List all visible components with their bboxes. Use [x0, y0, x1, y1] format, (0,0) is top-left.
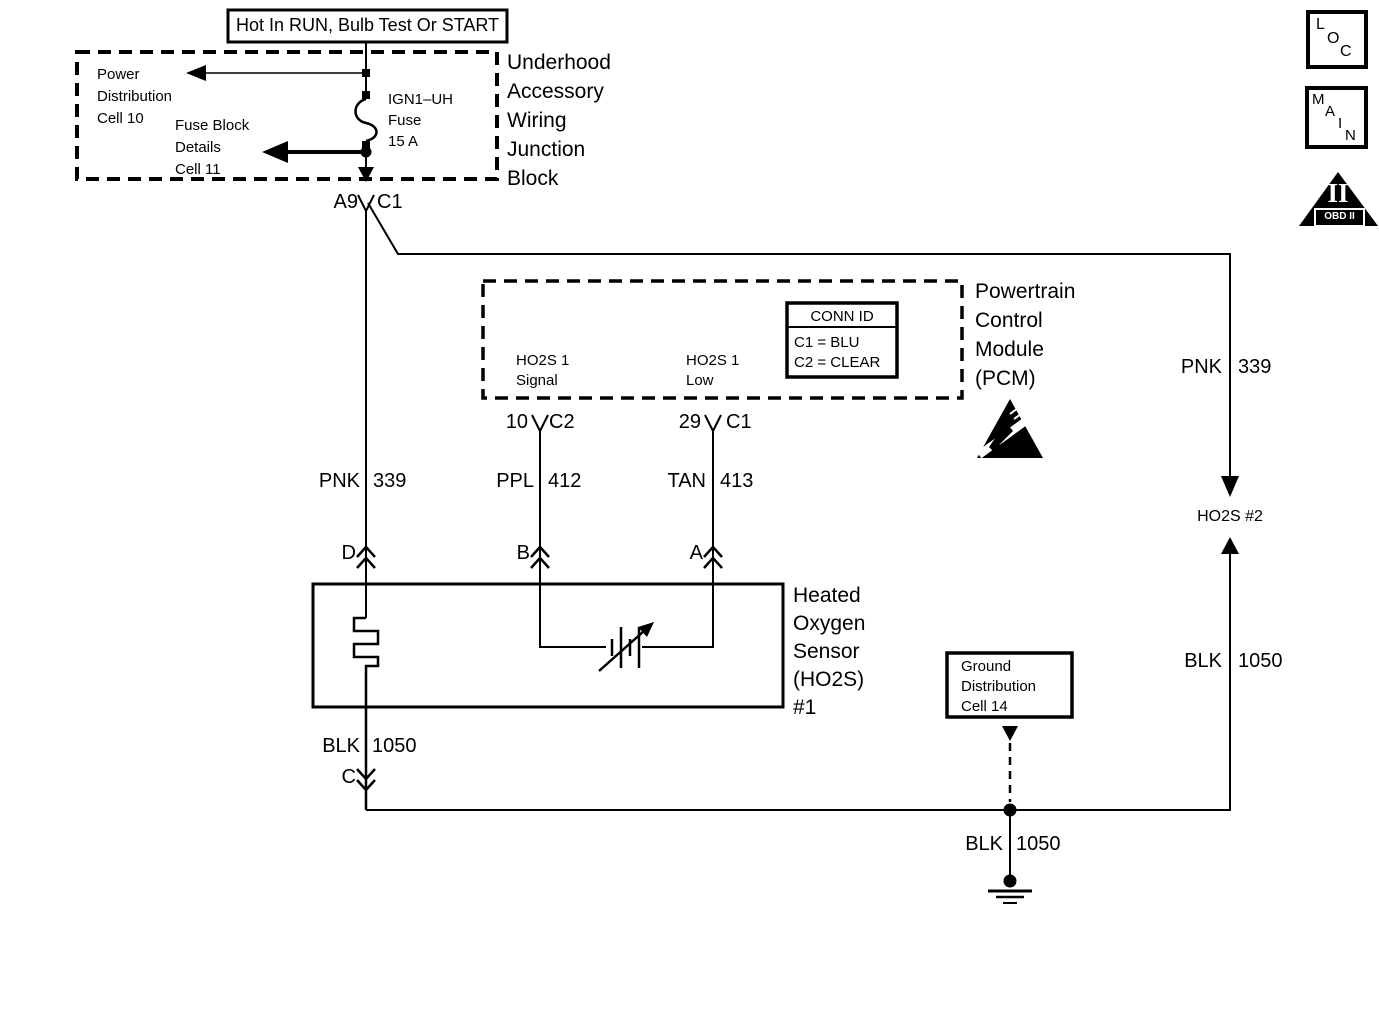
conn-id-row-c2: C2 = CLEAR: [794, 354, 881, 371]
arrow-from-ho2s2: [1221, 537, 1239, 554]
pin-10-label: 10: [505, 411, 528, 433]
label-line: Block: [507, 167, 559, 190]
wire-blk-ground-color: BLK: [965, 833, 1003, 855]
ground-distribution-arrow: [1002, 726, 1018, 741]
wire-ppl-color: PPL: [496, 470, 534, 492]
tan-413-wire: [642, 431, 713, 647]
wire-blk-ground-circuit: 1050: [1016, 833, 1061, 855]
label-line: HO2S 1: [516, 352, 570, 369]
pcm-low-label: [686, 351, 739, 391]
connector-29-c1-symbol: [705, 415, 721, 431]
wire-blk-right-color: BLK: [1184, 650, 1222, 672]
ground-symbol: [988, 810, 1032, 903]
main-icon: I: [1338, 115, 1343, 132]
loc-icon: O: [1327, 30, 1340, 47]
fuse-label: [388, 89, 453, 152]
fuse-details-branch-arrow: [262, 141, 366, 163]
connector-10-c2-symbol: [532, 415, 548, 431]
wire-blk-right-circuit: 1050: [1238, 650, 1283, 672]
terminal-a-label: A: [689, 542, 703, 564]
label-line: Signal: [516, 372, 558, 389]
label-line: Details: [175, 139, 221, 156]
wire-blk-sensor-color: BLK: [322, 735, 360, 757]
power-distribution-ref: [97, 64, 172, 130]
label-line: Accessory: [507, 80, 604, 103]
label-line: Heated: [793, 584, 861, 607]
label-line: Oxygen: [793, 612, 866, 635]
label-line: HO2S 1: [686, 352, 740, 369]
label-line: Distribution: [961, 678, 1037, 695]
conn-c2-label: C2: [549, 411, 575, 433]
wire-pnk-left-circuit: 339: [373, 470, 407, 492]
label-line: 15 A: [388, 133, 419, 150]
label-line: Control: [975, 309, 1043, 332]
obd2-label: OBD II: [1314, 208, 1365, 227]
ground-distribution-ref: [961, 657, 1036, 717]
pin-29-label: 29: [678, 411, 701, 433]
label-line: Low: [686, 372, 714, 389]
label-line: (HO2S): [793, 668, 865, 691]
pcm-signal-label: [516, 351, 569, 391]
label-line: Ground: [961, 658, 1012, 675]
label-line: Power: [97, 66, 140, 83]
label-line: Fuse Block: [175, 117, 250, 134]
label-line: Cell 14: [961, 698, 1008, 715]
label-line: Fuse: [388, 112, 422, 129]
label-line: Cell 11: [175, 161, 221, 178]
wire-blk-sensor-circuit: 1050: [372, 735, 417, 757]
ho2s2-label: HO2S #2: [1197, 508, 1263, 525]
wire-pnk-right-color: PNK: [1180, 356, 1222, 378]
terminal-c-label: C: [341, 766, 356, 788]
label-line: Cell 10: [97, 110, 144, 127]
wire-ppl-circuit: 412: [548, 470, 582, 492]
label-line: IGN1–UH: [388, 91, 454, 108]
label-line: Sensor: [793, 640, 860, 663]
label-line: Distribution: [97, 88, 173, 105]
label-line: Wiring: [507, 109, 567, 132]
main-icon: A: [1325, 103, 1336, 120]
pcm-title: [975, 277, 1075, 393]
main-icon: N: [1345, 127, 1356, 144]
conn-id-row-c1: C1 = BLU: [794, 334, 860, 351]
conn-id-title: CONN ID: [810, 308, 874, 325]
label-line: Module: [975, 338, 1044, 361]
esd-icon: [977, 399, 1043, 458]
terminal-b-label: B: [516, 542, 530, 564]
fuse-symbol: [356, 42, 377, 158]
loc-icon: L: [1316, 16, 1325, 33]
wire-pnk-right-circuit: 339: [1238, 356, 1272, 378]
label-line: #1: [793, 696, 817, 719]
wire-tan-color: TAN: [667, 470, 706, 492]
connector-a9-conn: C1: [377, 191, 403, 213]
arrow-to-ho2s2: [1221, 476, 1239, 497]
ho2s-title: [793, 582, 865, 722]
conn-c1-label: C1: [726, 411, 752, 433]
fuse-block-details-ref: [175, 115, 249, 181]
ppl-412-wire: [540, 431, 606, 647]
loc-icon: C: [1340, 43, 1352, 60]
label-line: Junction: [507, 138, 586, 161]
label-line: Powertrain: [975, 280, 1076, 303]
terminal-d-label: D: [341, 542, 356, 564]
power-distribution-branch-arrow: [186, 65, 366, 81]
connector-a9-pin: A9: [333, 191, 358, 213]
label-line: (PCM): [975, 367, 1036, 390]
hot-feed-label: Hot In RUN, Bulb Test Or START: [235, 15, 500, 35]
obd2-numeral: II: [1327, 178, 1349, 208]
wire-pnk-left-color: PNK: [318, 470, 360, 492]
junction-block-title: [507, 48, 611, 193]
wire-tan-circuit: 413: [720, 470, 754, 492]
label-line: Underhood: [507, 51, 611, 74]
main-icon: M: [1312, 91, 1325, 108]
